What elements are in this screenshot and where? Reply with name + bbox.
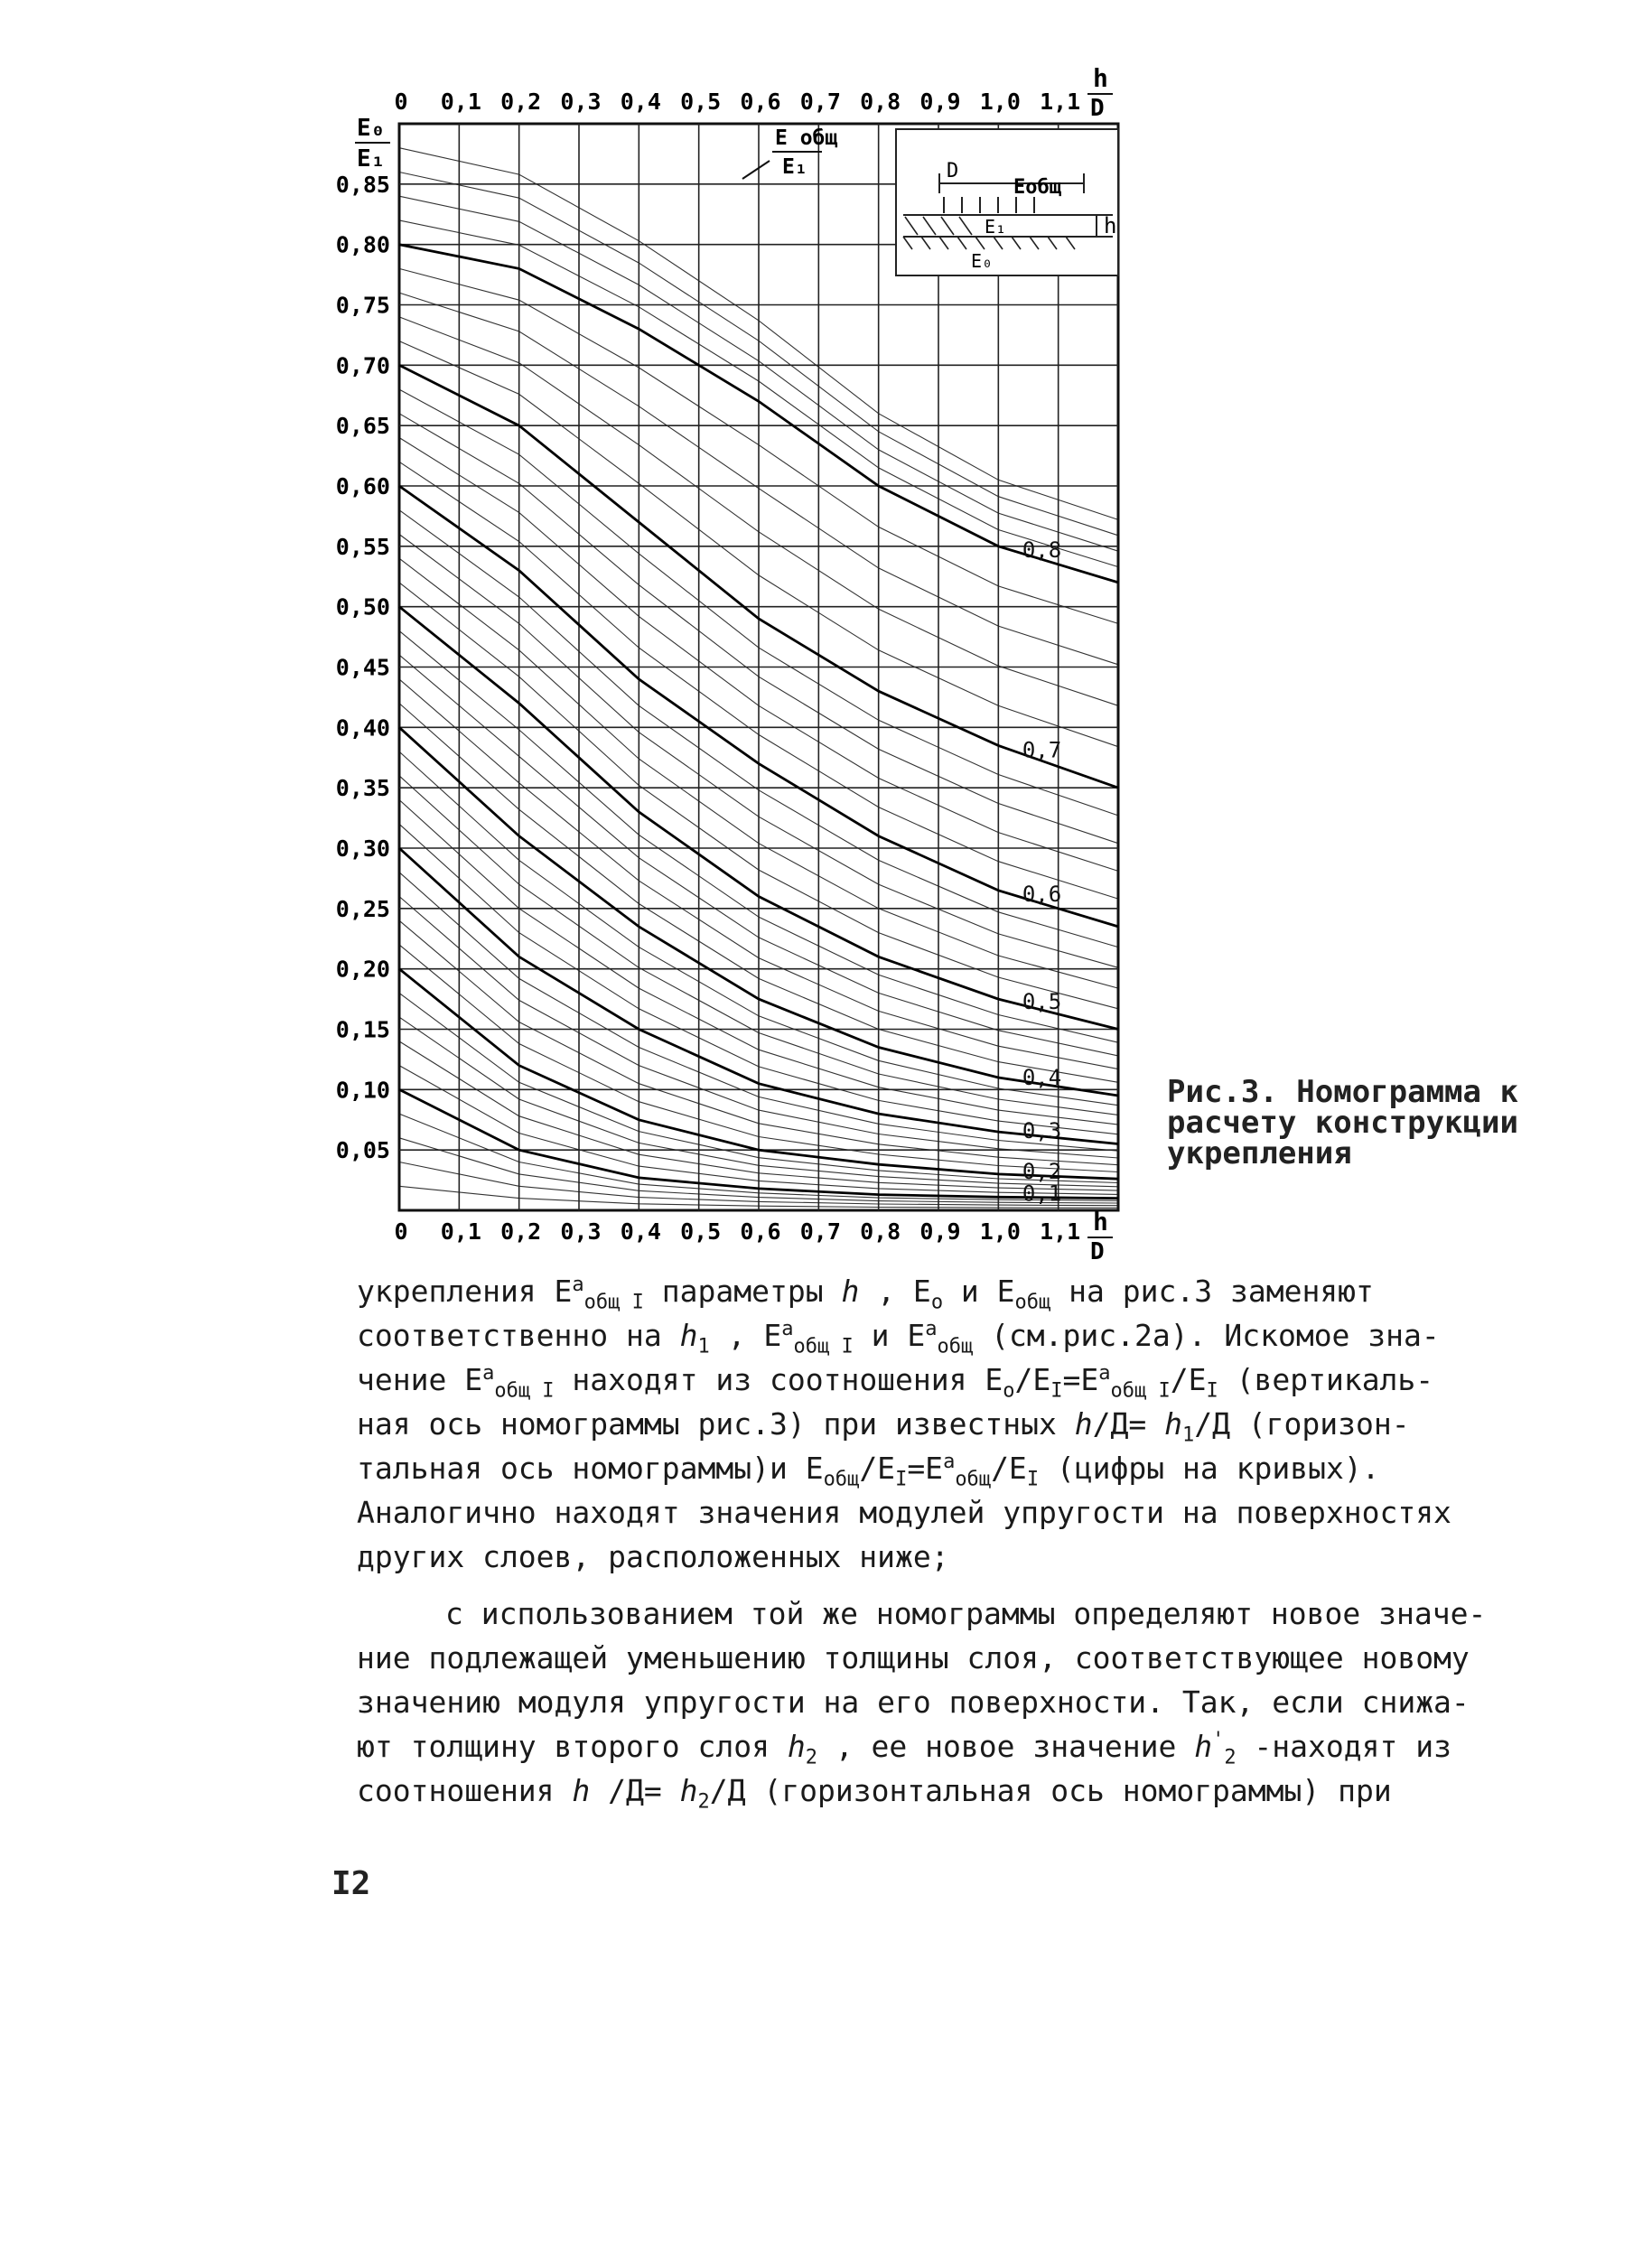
y-tick-label: 0,60: [335, 473, 390, 499]
y-tick-label: 0,35: [335, 775, 390, 802]
page-number: I2: [331, 1865, 371, 1902]
x-tick-label-top: 0,3: [560, 89, 602, 115]
y-tick-label: 0,05: [335, 1137, 390, 1164]
x-axis-label-bottom-num: h: [1093, 1207, 1108, 1237]
inset-d-label: D: [947, 160, 959, 182]
paragraph-2: [357, 1591, 1549, 1813]
x-tick-label-top: 0,7: [799, 89, 841, 115]
x-tick-label-bottom: 0,3: [560, 1218, 602, 1245]
y-tick-label: 0,45: [335, 654, 390, 681]
y-axis-label-top: E₀: [357, 115, 386, 142]
y-tick-label: 0,70: [335, 352, 390, 379]
y-tick-label: 0,40: [335, 714, 390, 742]
curve-label: 0,6: [1022, 881, 1062, 907]
x-tick-label-bottom: 0,9: [919, 1218, 961, 1245]
x-tick-label-bottom: 0,1: [440, 1218, 481, 1245]
y-axis-label: [355, 115, 390, 173]
x-tick-label-bottom: 0,4: [620, 1218, 661, 1245]
x-tick-label-top: 0,5: [680, 89, 722, 115]
y-tick-label: 0,50: [335, 593, 390, 621]
curve-label: 0,1: [1022, 1181, 1062, 1207]
text-line: чение $E^а_{общ I}$ находят из соотношения $E_о/E_I=E^а_{общ I}/E_I$ (вертикаль-: [357, 1362, 1434, 1403]
curve-label: 0,2: [1022, 1158, 1062, 1184]
curve-label: 0,3: [1022, 1117, 1062, 1143]
paragraph-1: [357, 1269, 1549, 1579]
x-tick-label-bottom: 0,8: [860, 1218, 901, 1245]
y-tick-label: 0,15: [335, 1016, 390, 1043]
figure-caption: [1167, 1074, 1564, 1171]
x-tick-label-top: 0: [394, 89, 408, 115]
y-tick-label: 0,80: [335, 231, 390, 258]
y-tick-label: 0,10: [335, 1077, 390, 1104]
inset-diagram: [896, 129, 1118, 275]
text-line: тальная ось номограммы)и $E_{общ}/E_I=E^а_{общ}/E_I$ (цифры на кривых).: [357, 1451, 1380, 1491]
ratio-leader-line: [742, 161, 770, 179]
ratio-denominator: E₁: [782, 155, 807, 179]
curve-label: 0,5: [1022, 988, 1062, 1014]
chart-grid: [399, 124, 1118, 1210]
x-tick-label-top: 0,8: [860, 89, 901, 115]
y-tick-label: 0,85: [335, 171, 390, 198]
text-line: Аналогично находят значения модулей упругости на поверхностях: [357, 1495, 1451, 1530]
caption-line: укрепления: [1167, 1135, 1352, 1171]
curve-label: 0,4: [1022, 1064, 1062, 1090]
y-tick-label: 0,25: [335, 895, 390, 922]
x-tick-label-bottom: 1,0: [979, 1218, 1021, 1245]
x-axis-label-top-group: [1087, 63, 1113, 122]
inset-frame: [896, 129, 1118, 275]
text-line: укрепления $E^а_{общ I}$ параметры h , $E_о$ и $E_{общ}$ на рис.3 заменяют: [357, 1274, 1374, 1314]
text-line: других слоев, расположенных ниже;: [357, 1539, 949, 1574]
x-tick-label-top: 0,1: [440, 89, 481, 115]
x-tick-label-top: 0,6: [740, 89, 781, 115]
y-tick-label: 0,30: [335, 835, 390, 862]
inset-e0-label: E₀: [971, 250, 994, 272]
inset-e1-label: E₁: [985, 216, 1007, 238]
text-line: ная ось номограммы рис.3) при известных $h/Д= h_1/Д$ (горизон-: [357, 1406, 1410, 1447]
y-tick-label: 0,20: [335, 956, 390, 983]
caption-line: расчету конструкции: [1167, 1105, 1518, 1141]
inset-e-obsh-label: Eобщ: [1013, 176, 1061, 199]
x-tick-label-bottom: 1,1: [1040, 1218, 1081, 1245]
x-tick-label-bottom: 0,2: [500, 1218, 542, 1245]
ratio-numerator: E общ: [775, 126, 838, 150]
x-tick-label-top: 1,0: [979, 89, 1021, 115]
x-axis-label-top-den: D: [1090, 95, 1105, 122]
x-tick-label-top: 0,4: [620, 89, 661, 115]
y-tick-label: 0,55: [335, 533, 390, 560]
text-line: с использованием той же номограммы определяют новое значе-: [445, 1596, 1487, 1631]
text-line: ние подлежащей уменьшению толщины слоя, соответствующее новому: [357, 1640, 1470, 1675]
x-tick-label-bottom: 0,7: [799, 1218, 841, 1245]
y-tick-label: 0,75: [335, 292, 390, 319]
x-axis-label-bottom-group: [1087, 1207, 1113, 1265]
x-axis-label-top-num: h: [1093, 63, 1108, 93]
ratio-annotation: [742, 126, 837, 179]
x-tick-label-bottom: 0: [394, 1218, 408, 1245]
y-axis-label-bottom: E₁: [357, 145, 386, 173]
curve-label: 0,7: [1022, 737, 1062, 763]
text-line: значению модуля упругости на его поверхности. Так, если снижа-: [357, 1685, 1470, 1720]
x-tick-label-top: 0,9: [919, 89, 961, 115]
body-text: [357, 1269, 1549, 1813]
x-tick-label-bottom: 0,6: [740, 1218, 781, 1245]
caption-line: Рис.3. Номограмма к: [1167, 1074, 1518, 1110]
x-tick-label-bottom: 0,5: [680, 1218, 722, 1245]
x-tick-label-top: 0,2: [500, 89, 542, 115]
inset-h-label: h: [1104, 213, 1117, 238]
text-line: ют толщину второго слоя $h_2$ , ее новое значение $h'_2$ -находят из: [357, 1729, 1451, 1769]
curve-label: 0,8: [1022, 537, 1062, 563]
x-axis-label-bottom-den: D: [1090, 1238, 1105, 1265]
y-tick-label: 0,65: [335, 413, 390, 440]
x-tick-label-top: 1,1: [1040, 89, 1081, 115]
text-line: соответственно на $h_1$ , $E^а_{общ I}$ и $E^а_{общ}$ (см.рис.2а). Искомое зна-: [357, 1318, 1440, 1358]
text-line: соотношения h $/Д= h_2/Д$ (горизонтальная ось номограммы) при: [357, 1773, 1392, 1814]
